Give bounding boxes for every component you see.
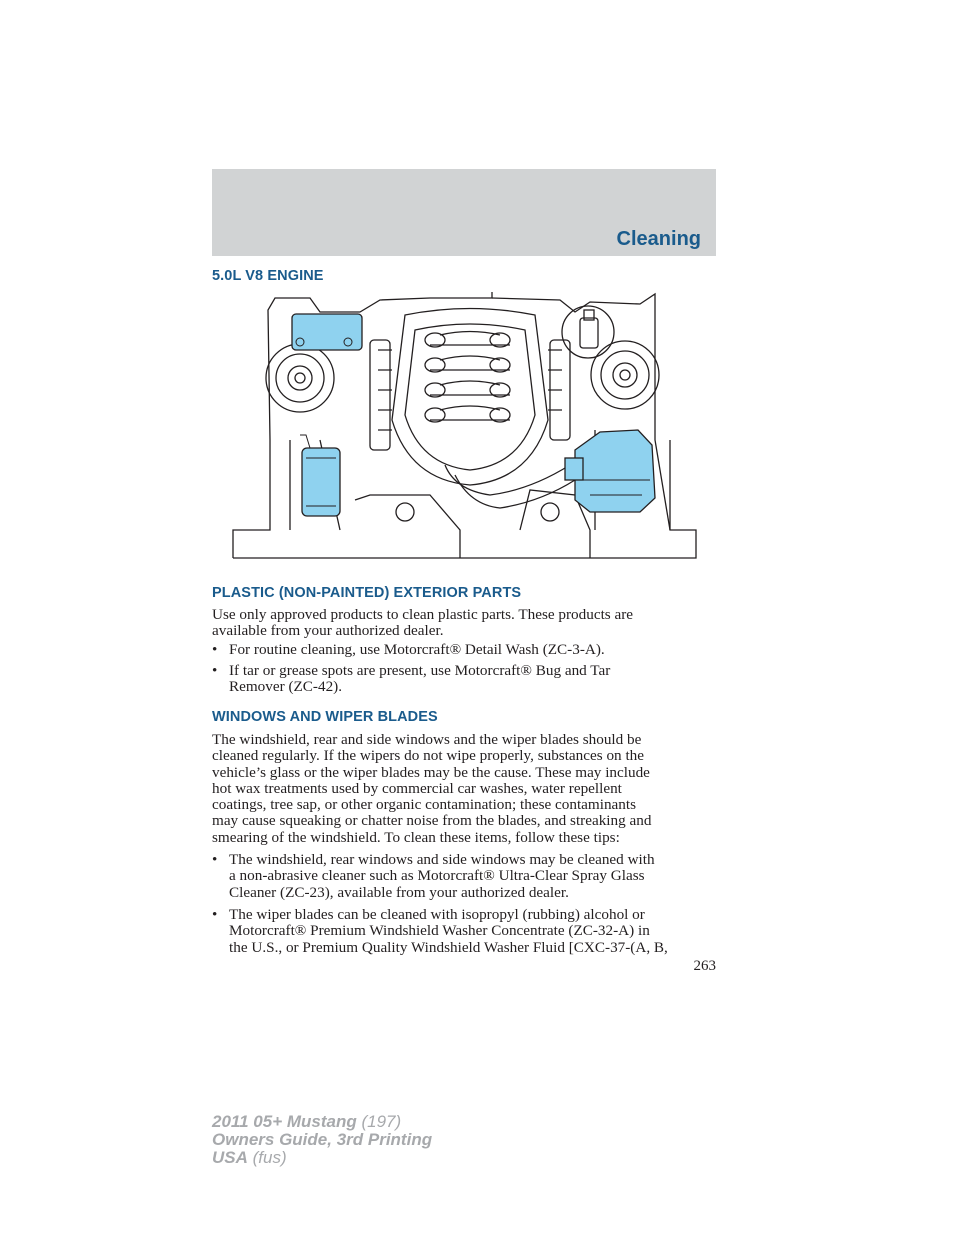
engine-heading: 5.0L V8 ENGINE: [212, 268, 324, 284]
page-number: 263: [693, 958, 716, 974]
plastic-parts-intro: Use only approved products to clean plastic parts. These products are available from your authorized dealer.: [212, 606, 634, 640]
engine-compartment-illustration: [230, 290, 700, 560]
air-filter-box-highlight: [565, 430, 655, 512]
bullet-dot: •: [212, 641, 218, 658]
plastic-bullet-bug-tar: • If tar or grease spots are present, use Motorcraft® Bug and Tar Remover (ZC-42).: [212, 662, 611, 696]
section-header-band: [212, 169, 716, 256]
windows-wipers-paragraph: The windshield, rear and side windows and the wiper blades should be cleaned regularly. If the wipers do not wipe properly, substances on the vehicle’s glass or the wiper blades may be the cause. These may include hot wax treatments used by commercial car washes, water repellent coatings, tree sap, or other organic contamination; these contaminants may cause squeaking or chatter noise from the blades, and streaking and smearing of the windshield. To clean these items, follow these tips:: [212, 731, 652, 846]
section-title: Cleaning: [616, 228, 701, 250]
windows-bullet-glass-cleaner: • The windshield, rear windows and side windows may be cleaned with a non-abrasive cleaner such as Motorcraft® Ultra-Clear Spray Glass Cleaner (ZC-23), available from your authorized dealer.: [212, 851, 655, 901]
plastic-parts-heading: PLASTIC (NON-PAINTED) EXTERIOR PARTS: [212, 585, 522, 601]
bullet-dot: •: [212, 906, 218, 923]
battery-highlight: [292, 314, 362, 350]
bullet-dot: •: [212, 662, 218, 679]
document-footer: 2011 05+ Mustang (197) Owners Guide, 3rd Printing USA (fus): [212, 1112, 433, 1167]
fuse-box-highlight: [300, 435, 340, 516]
bullet-dot: •: [212, 851, 218, 868]
plastic-bullet-detail-wash: • For routine cleaning, use Motorcraft® Detail Wash (ZC-3-A).: [212, 641, 605, 658]
windows-wipers-heading: WINDOWS AND WIPER BLADES: [212, 709, 438, 725]
windows-bullet-wiper-blades: • The wiper blades can be cleaned with isopropyl (rubbing) alcohol or Motorcraft® Premium Windshield Washer Concentrate (ZC-32-A) in the U.S., or Premium Quality Windshield Washer Fluid [CXC-37-(A, B,: [212, 906, 668, 956]
